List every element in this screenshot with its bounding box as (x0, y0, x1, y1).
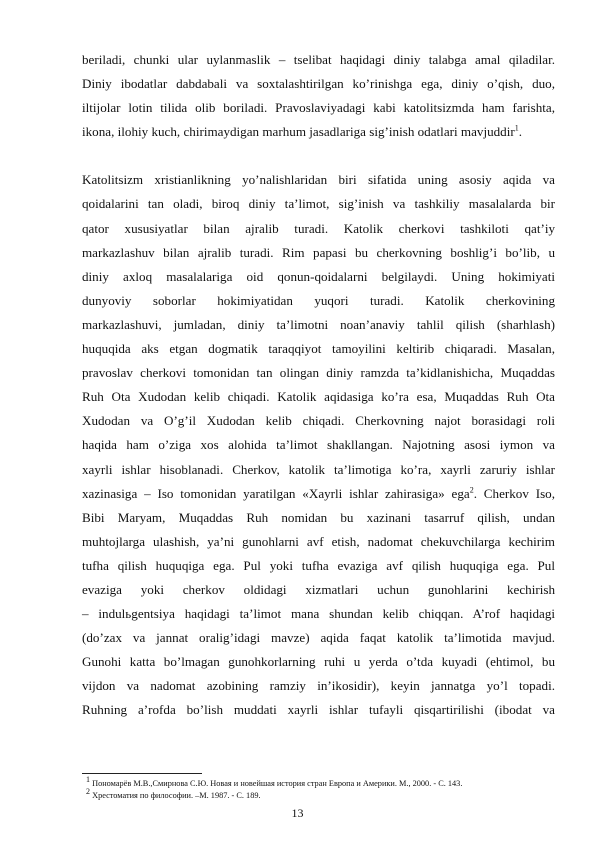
line-text: . Cherkov Iso, (473, 485, 555, 501)
text-line: markazlashuv bilan ajralib turadi. Rim papasi bu cherkovning boshlig’i bo’lib, u (82, 244, 555, 260)
footnote-ref-1[interactable]: 1 (514, 123, 519, 133)
text-line: pravoslav cherkovi tomonidan tan olingan diniy ramzda ta’kidlanishicha, Muqaddas (82, 365, 555, 381)
text-line: muhtojlarga ulashish, ya’ni gunohlarni avf etish, nadomat chekuvchilarga kechirim (82, 533, 555, 549)
paragraph-2 (82, 168, 555, 722)
footnote-separator (82, 773, 202, 774)
footnote-1: $^1$ Пономарёв М.В.,Смирнова С.Ю. Новая и новейшая история стран Европа и Америки. М., 2000. - С. 143. (86, 775, 463, 788)
line-text: xazinasiga – Iso tomonidan yaratilgan «Xayrli ishlar zahirasiga» ega (82, 485, 470, 501)
text-line: Ruh Ota Xudodan kelib chiqadi. Katolik aqidasiga ko’ra esa, Muqaddas Ruh Ota (82, 389, 555, 405)
text-line: diniy axloq masalalariga oid qonun-qoidalarni belgilaydi. Uning hokimiyati (82, 268, 555, 284)
text-line: dunyoviy soborlar hokimiyatidan yuqori turadi. Katolik cherkovining (82, 292, 555, 308)
text-line: haqida ham o’ziga xos alohida ta’limot shakllangan. Najotning asosi iymon va (82, 437, 555, 453)
text-line: evaziga yoki cherkov oldidagi xizmatlari uchun gunohlarini kechirish (82, 581, 555, 597)
text-line: Katolitsizm xristianlikning yo’nalishlaridan biri sifatida uning asosiy aqida va (82, 172, 555, 188)
text-line: beriladi, chunki ular uylanmaslik – tselibat haqidagi diniy talabga amal qiladilar. (82, 52, 555, 67)
text-line (82, 482, 555, 506)
text-line: (do’zax va jannat oralig’idagi mavze) aqida faqat katolik ta’limotida mavjud. (82, 630, 555, 646)
text-line: xayrli ishlar hisoblanadi. Cherkov, katolik ta’limotiga ko’ra, xayrli zaruriy ishlar (82, 461, 555, 477)
footnote-ref-2[interactable]: 2 (469, 485, 474, 495)
line-text: ikona, ilohiy kuch, chirimaydigan marhum jasadlariga sig’inish odatlari mavjuddir (82, 124, 515, 140)
line-punct: . (518, 124, 523, 140)
text-line: Diniy ibodatlar dabdabali va soxtalashtirilgan ko’rinishga ega, diniy o’qish, duo, (82, 76, 555, 92)
text-line: qoidalarini tan oladi, biroq diniy ta’limot, sig’inish va tashkiliy masalalarda bir (82, 196, 555, 212)
page-number: 13 (291, 806, 304, 820)
text-line: – indulьgentsiya haqidagi ta’limot mana shundan kelib chiqqan. A’rof haqidagi (82, 606, 555, 622)
text-line: Gunohi katta bo’lmagan gunohkorlarning ruhi u yerda o’tda kuyadi (ehtimol, bu (82, 654, 555, 670)
text-line: huquqida aks etgan dogmatik taraqqiyot tamoyilini keltirib chiqaradi. Masalan, (82, 341, 555, 357)
text-line: tufha qilish huquqiga ega. Pul yoki tufha evaziga avf qilish huquqiga ega. Pul (82, 557, 555, 573)
text-line: vijdon va nadomat azobining ramziy in’ikosidir), keyin jannatga yo’l topadi. (82, 678, 555, 694)
text-line: Xudodan va O’g’il Xudodan kelib chiqadi. Cherkovning najot borasidagi roli (82, 413, 555, 429)
footnotes (86, 775, 556, 802)
text-line: markazlashuvi, jumladan, diniy ta’limotni noan’anaviy tahlil qilish (sharhlash) (82, 316, 555, 332)
text-line: qator xususiyatlar bilan ajralib turadi. Katolik cherkovi tashkiloti qat’iy (82, 220, 555, 236)
body-text (82, 48, 555, 723)
footnote-2: $^2$ Хрестоматия по философии. –М. 1987. - С. 189. (86, 787, 261, 800)
text-line (82, 120, 555, 144)
text-line: iltijolar lotin tilida olib boriladi. Pravoslaviyadagi kabi katolitsizmda ham farishta, (82, 100, 555, 116)
text-line: Bibi Maryam, Muqaddas Ruh nomidan bu xazinani tasarruf qilish, undan (82, 509, 555, 525)
text-line: Ruhning a’rofda bo’lish muddati xayrli ishlar tufayli qisqartirilishi (ibodat va (82, 702, 555, 718)
paragraph-1 (82, 48, 555, 144)
